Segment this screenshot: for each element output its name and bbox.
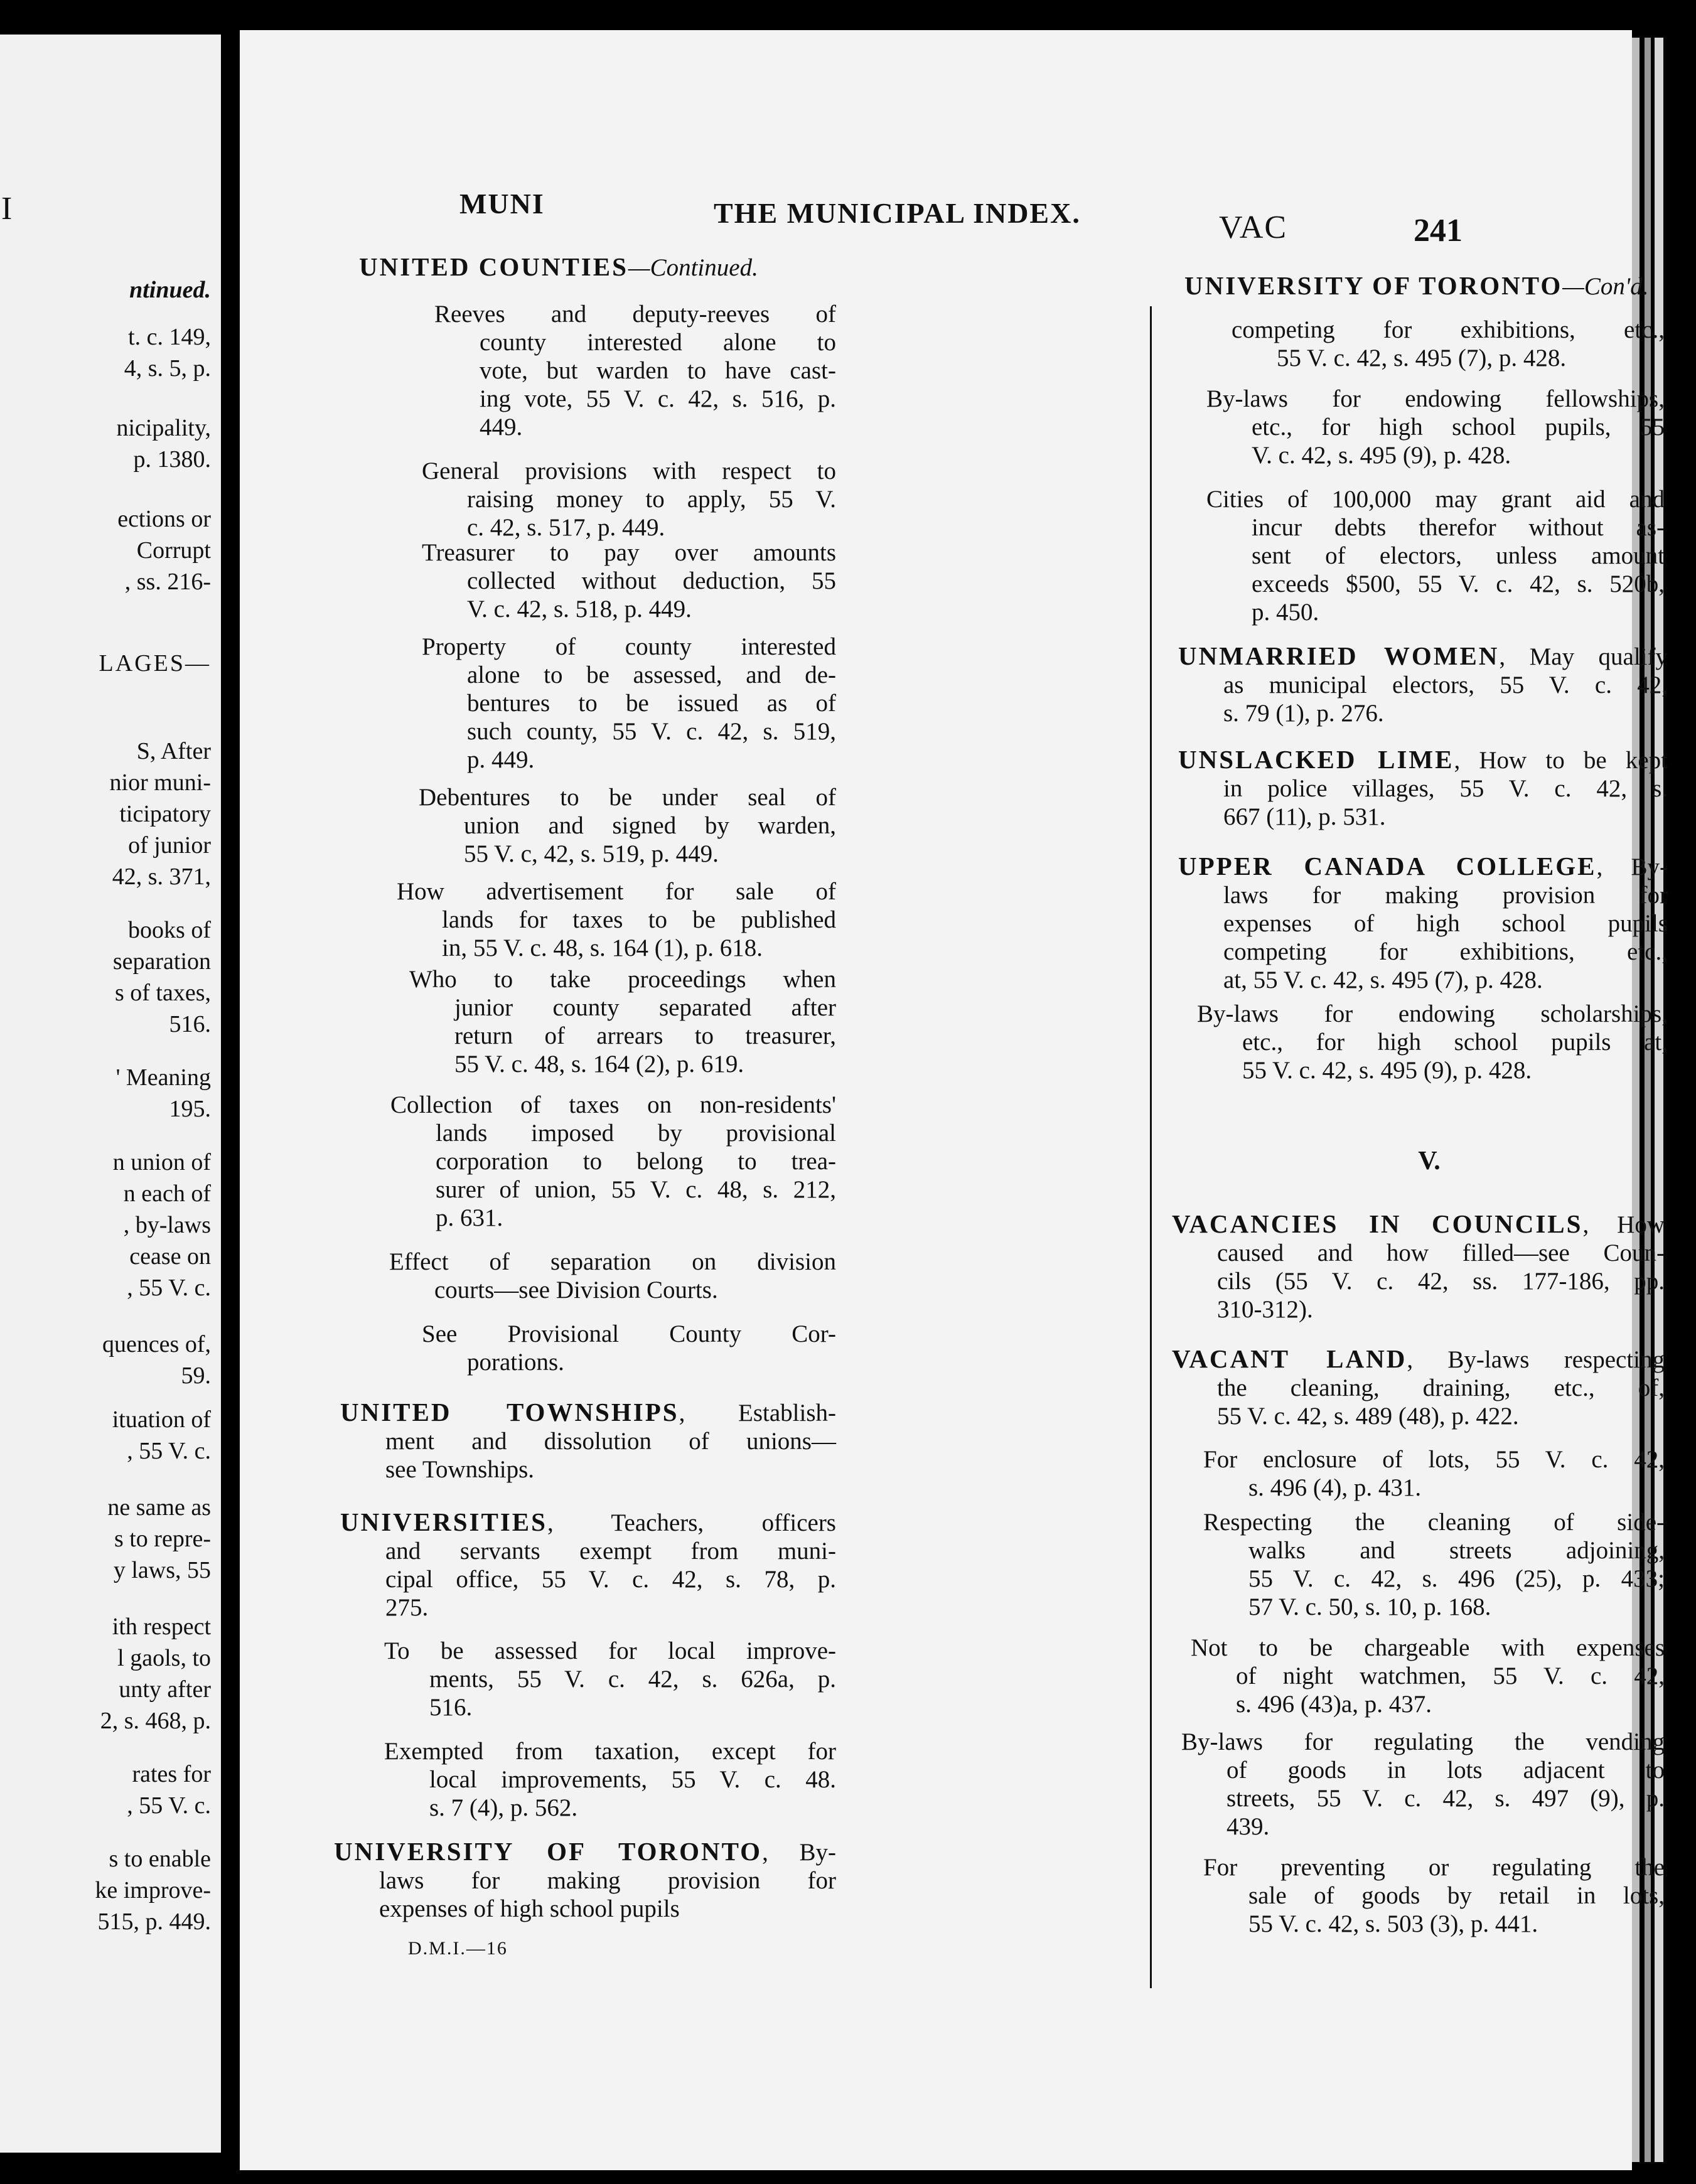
- index-line: [334, 1838, 836, 1866]
- entry-text: , By-laws respecting: [1407, 1346, 1665, 1373]
- facing-page-line: Corrupt: [136, 537, 211, 564]
- facing-page-line: ntinued.: [129, 277, 211, 303]
- entry-term: UNIVERSITIES: [340, 1507, 547, 1536]
- entry-text: s. 79 (1), p. 276.: [1223, 700, 1384, 727]
- facing-page-line: books of: [128, 917, 211, 943]
- entry-text: , By-: [1596, 854, 1668, 881]
- entry-text: ment and dissolution of unions—: [385, 1428, 836, 1455]
- index-line: [422, 457, 836, 485]
- index-line: [1206, 598, 1665, 626]
- facing-page-line: 516.: [169, 1011, 211, 1037]
- facing-page-line: ' Meaning: [115, 1064, 211, 1091]
- facing-page-line: ith respect: [112, 1614, 211, 1640]
- index-heading-entry: [340, 1398, 836, 1484]
- entry-text: cipal office, 55 V. c. 42, s. 78, p.: [385, 1566, 836, 1593]
- facing-page-line: unty after: [119, 1676, 211, 1703]
- facing-page-line: t. c. 149,: [128, 324, 211, 350]
- entry-text: 55 V. c. 42, s. 489 (48), p. 422.: [1217, 1403, 1519, 1430]
- index-line: [1178, 852, 1668, 881]
- entry-text: Debentures to be under seal of: [419, 784, 836, 811]
- entry-text: such county, 55 V. c. 42, s. 519,: [467, 718, 836, 745]
- index-line: [340, 1537, 836, 1565]
- entry-term: UNSLACKED LIME: [1178, 745, 1454, 774]
- entry-text: competing for exhibitions, etc.,: [1232, 316, 1665, 343]
- index-heading-entry: [1178, 642, 1668, 727]
- facing-page-line: 59.: [181, 1362, 211, 1389]
- running-head-right: VAC: [1219, 210, 1288, 245]
- index-line: [384, 1637, 836, 1665]
- facing-page-line: , 55 V. c.: [127, 1792, 211, 1819]
- entry-text: streets, 55 V. c. 42, s. 497 (9), p.: [1226, 1785, 1665, 1812]
- facing-page-line: , ss. 216-: [124, 569, 211, 595]
- index-subentry: [419, 783, 836, 868]
- entry-text: in police villages, 55 V. c. 42, s.: [1223, 775, 1668, 802]
- signature-mark: D.M.I.—16: [408, 1938, 508, 1959]
- entry-text: s. 7 (4), p. 562.: [429, 1794, 578, 1821]
- entry-text: 516.: [429, 1694, 473, 1721]
- index-line: [1203, 1565, 1665, 1593]
- index-line: [1178, 671, 1668, 699]
- index-line: [1191, 1634, 1665, 1662]
- entry-text: 55 V. c. 48, s. 164 (2), p. 619.: [454, 1051, 744, 1078]
- entry-text: , Teachers, officers: [547, 1509, 836, 1536]
- entry-text: 439.: [1226, 1813, 1270, 1840]
- index-subentry: [1206, 385, 1665, 469]
- index-line: [409, 1050, 836, 1078]
- entry-text: How advertisement for sale of: [397, 878, 836, 905]
- index-line: [1197, 1028, 1668, 1056]
- entry-text: exceeds $500, 55 V. c. 42, s. 520b,: [1252, 570, 1665, 597]
- entry-text: in, 55 V. c. 48, s. 164 (1), p. 618.: [442, 934, 763, 961]
- entry-text: To be assessed for local improve-: [384, 1637, 836, 1664]
- index-line: [422, 717, 836, 746]
- entry-text: 55 V. c. 42, s. 495 (9), p. 428.: [1242, 1057, 1532, 1084]
- facing-page-line: S, After: [136, 738, 211, 764]
- entry-text: , May qualify: [1499, 643, 1668, 670]
- entry-text: vote, but warden to have cast-: [480, 357, 836, 384]
- index-line: [1206, 513, 1665, 542]
- entry-text: V. c. 42, s. 495 (9), p. 428.: [1252, 442, 1511, 469]
- entry-text: For enclosure of lots, 55 V. c. 42,: [1203, 1446, 1665, 1473]
- index-line: [390, 1175, 836, 1204]
- entry-text: collected without deduction, 55: [467, 567, 836, 594]
- entry-term: UNIVERSITY OF TORONTO: [334, 1837, 763, 1866]
- index-line: [1172, 1267, 1665, 1295]
- entry-text: corporation to belong to trea-: [436, 1148, 836, 1175]
- index-line: [1172, 1345, 1665, 1374]
- entry-text: see Townships.: [385, 1456, 535, 1483]
- entry-text: 667 (11), p. 531.: [1223, 803, 1386, 830]
- entry-term: UPPER CANADA COLLEGE: [1178, 852, 1597, 881]
- index-line: [422, 1348, 836, 1376]
- index-page: [240, 30, 1668, 2170]
- index-subentry: [422, 457, 836, 542]
- entry-text: 55 V. c. 42, s. 495 (7), p. 428.: [1277, 345, 1567, 372]
- entry-text: p. 450.: [1252, 599, 1319, 626]
- entry-text: General provisions with respect to: [422, 458, 836, 484]
- index-line: [384, 1665, 836, 1693]
- entry-text: —Con'd.: [1562, 273, 1649, 300]
- index-line: [1181, 1812, 1665, 1841]
- page-number: 241: [1414, 213, 1463, 249]
- index-line: [389, 1248, 836, 1276]
- facing-page-line: I: [1, 191, 13, 227]
- index-line: [434, 300, 836, 328]
- entry-text: junior county separated after: [454, 994, 836, 1021]
- index-heading-entry: [1178, 852, 1668, 994]
- facing-page-line: p. 1380.: [133, 446, 211, 473]
- entry-text: caused and how filled—see Coun-: [1217, 1239, 1665, 1266]
- facing-page-line: s to repre-: [114, 1526, 211, 1552]
- index-line: [419, 811, 836, 840]
- entry-term: UNMARRIED WOMEN: [1178, 641, 1500, 670]
- index-line: [422, 595, 836, 623]
- index-line: [422, 689, 836, 717]
- facing-page-line: s to enable: [109, 1846, 211, 1872]
- entry-text: expenses of high school pupils: [379, 1895, 680, 1922]
- index-line: [1203, 1910, 1665, 1938]
- entry-text: sale of goods by retail in lots,: [1248, 1882, 1665, 1909]
- index-line: [390, 1147, 836, 1175]
- facing-page-line: rates for: [132, 1761, 211, 1787]
- entry-text: 310-312).: [1217, 1296, 1313, 1323]
- index-line: [389, 1276, 836, 1304]
- index-line: [409, 965, 836, 993]
- entry-text: By-laws for endowing scholarships,: [1197, 1000, 1668, 1027]
- entry-text: p. 631.: [436, 1204, 503, 1231]
- index-line: [1172, 1239, 1665, 1267]
- column-rule: [1150, 306, 1152, 1988]
- running-head-left: MUNI: [459, 188, 545, 220]
- index-line: [422, 485, 836, 513]
- entry-text: sent of electors, unless amount: [1252, 542, 1665, 569]
- index-subentry: [434, 300, 836, 441]
- index-line: [422, 567, 836, 595]
- facing-page-line: nior muni-: [109, 769, 211, 796]
- entry-text: , Establish-: [679, 1400, 837, 1427]
- entry-text: etc., for high school pupils, 55: [1252, 414, 1665, 441]
- entry-term: VACANT LAND: [1172, 1344, 1407, 1373]
- facing-page-line: s of taxes,: [114, 980, 211, 1006]
- index-line: [1172, 1295, 1665, 1324]
- index-subentry: [1203, 1853, 1665, 1938]
- index-line: [340, 1593, 836, 1622]
- index-line: [340, 1455, 836, 1484]
- index-line: [1203, 1853, 1665, 1882]
- index-line: [340, 1398, 836, 1427]
- index-line: [1178, 746, 1668, 774]
- entry-text: surer of union, 55 V. c. 48, s. 212,: [436, 1176, 836, 1203]
- index-line: [422, 633, 836, 661]
- facing-page-line: LAGES—: [99, 650, 211, 677]
- index-line: [1178, 909, 1668, 938]
- entry-text: , By-: [762, 1839, 836, 1866]
- facing-page-line: 2, s. 468, p.: [100, 1708, 211, 1734]
- entry-text: 449.: [480, 414, 523, 441]
- index-subentry: [384, 1637, 836, 1721]
- index-line: [1206, 441, 1665, 469]
- index-subentry: [397, 877, 836, 962]
- facing-page-line: 4, s. 5, p.: [124, 355, 211, 382]
- index-line: [422, 538, 836, 567]
- entry-term: UNIVERSITY OF TORONTO: [1184, 271, 1563, 300]
- entry-text: 55 V. c. 42, s. 496 (25), p. 433;: [1248, 1565, 1665, 1592]
- facing-page-line: ections or: [117, 506, 211, 532]
- index-line: [1197, 1056, 1668, 1084]
- index-line: [409, 1022, 836, 1050]
- entry-text: Exempted from taxation, except for: [384, 1738, 836, 1765]
- index-subentry: [384, 1737, 836, 1822]
- index-line: [434, 413, 836, 441]
- index-line: [1172, 1402, 1665, 1430]
- facing-page-line: l gaols, to: [117, 1645, 211, 1671]
- entry-text: p. 449.: [467, 746, 535, 773]
- index-line: [397, 906, 836, 934]
- entry-text: laws for making provision for: [379, 1867, 836, 1894]
- index-heading-entry: [1184, 272, 1661, 301]
- facing-page-line: ituation of: [112, 1406, 211, 1433]
- entry-text: Property of county interested: [422, 633, 836, 660]
- facing-page-line: quences of,: [102, 1331, 211, 1357]
- entry-text: s. 496 (43)a, p. 437.: [1236, 1691, 1432, 1718]
- running-head-title: THE MUNICIPAL INDEX.: [714, 197, 1081, 229]
- index-line: [384, 1693, 836, 1721]
- entry-text: incur debts therefor without as-: [1252, 514, 1665, 541]
- index-line: [1197, 1000, 1668, 1028]
- index-line: [419, 783, 836, 811]
- index-line: [1203, 1474, 1665, 1502]
- index-line: [1203, 1882, 1665, 1910]
- entry-text: competing for exhibitions, etc.,: [1223, 938, 1668, 965]
- index-subentry: [1206, 485, 1665, 626]
- entry-text: For preventing or regulating the: [1203, 1854, 1665, 1881]
- entry-text: ing vote, 55 V. c. 42, s. 516, p.: [480, 385, 836, 412]
- index-line: [1181, 1756, 1665, 1784]
- index-line: [1172, 1374, 1665, 1402]
- entry-text: , How: [1582, 1211, 1665, 1238]
- entry-text: Cities of 100,000 may grant aid and: [1206, 486, 1665, 513]
- entry-term: VACANCIES IN COUNCILS: [1172, 1209, 1583, 1238]
- entry-text: 55 V. c, 42, s. 519, p. 449.: [464, 840, 719, 867]
- index-line: [384, 1794, 836, 1822]
- index-subentry: [409, 965, 836, 1078]
- index-line: [1178, 774, 1668, 803]
- index-subentry: [422, 1320, 836, 1376]
- entry-text: and servants exempt from muni-: [385, 1538, 836, 1565]
- entry-text: alone to be assessed, and de-: [467, 661, 836, 688]
- index-line: [397, 877, 836, 906]
- index-line: [409, 993, 836, 1022]
- entry-text: Effect of separation on division: [389, 1248, 836, 1275]
- entry-text: By-laws for regulating the vending: [1181, 1728, 1665, 1755]
- facing-page-line: ticipatory: [119, 801, 211, 827]
- entry-text: as municipal electors, 55 V. c. 42,: [1223, 672, 1668, 699]
- entry-text: 57 V. c. 50, s. 10, p. 168.: [1248, 1593, 1491, 1620]
- entry-term: UNITED TOWNSHIPS: [340, 1398, 679, 1427]
- index-heading-entry: [1172, 1345, 1665, 1430]
- facing-page-line: cease on: [129, 1243, 211, 1270]
- entry-text: of night watchmen, 55 V. c. 42,: [1236, 1662, 1665, 1689]
- index-line: [1181, 1784, 1665, 1812]
- index-line: [1203, 1536, 1665, 1565]
- facing-page-line: y laws, 55: [113, 1557, 211, 1583]
- index-heading-entry: [1172, 1210, 1665, 1324]
- entry-text: Respecting the cleaning of side-: [1203, 1509, 1665, 1536]
- index-line: [1203, 1445, 1665, 1474]
- facing-page-line: 515, p. 449.: [97, 1908, 211, 1935]
- index-line: [1206, 485, 1665, 513]
- index-line: [434, 328, 836, 356]
- entry-text: raising money to apply, 55 V.: [467, 486, 836, 513]
- entry-text: bentures to be issued as of: [467, 690, 836, 717]
- entry-text: of goods in lots adjacent to: [1226, 1757, 1665, 1784]
- facing-page-line: , by-laws: [123, 1212, 211, 1238]
- entry-text: Collection of taxes on non-residents': [390, 1091, 836, 1118]
- entry-text: 275.: [385, 1594, 429, 1621]
- entry-text: By-laws for endowing fellowships,: [1206, 385, 1665, 412]
- facing-page-line: , 55 V. c.: [127, 1438, 211, 1464]
- facing-page-line: ne same as: [107, 1494, 211, 1521]
- index-line: [1232, 316, 1665, 344]
- index-line: [1178, 938, 1668, 966]
- index-subentry: [1232, 316, 1665, 372]
- entry-text: courts—see Division Courts.: [434, 1277, 718, 1303]
- index-line: [419, 840, 836, 868]
- index-line: [340, 1508, 836, 1537]
- index-line: [1206, 542, 1665, 570]
- facing-page-line: n union of: [112, 1149, 211, 1175]
- index-line: [1178, 803, 1668, 831]
- index-subentry: [422, 633, 836, 774]
- entry-text: , How to be kept: [1454, 747, 1668, 774]
- facing-page-line: ke improve-: [95, 1877, 211, 1903]
- entry-text: expenses of high school pupils: [1223, 910, 1668, 937]
- entry-term: UNITED COUNTIES: [359, 252, 628, 281]
- index-line: [1178, 699, 1668, 727]
- index-line: [1206, 385, 1665, 413]
- index-subentry: [1181, 1728, 1665, 1841]
- facing-page: [0, 35, 221, 2153]
- index-line: [422, 1320, 836, 1348]
- index-line: [434, 356, 836, 385]
- entry-text: Treasurer to pay over amounts: [422, 539, 836, 566]
- index-line: [390, 1204, 836, 1232]
- entry-text: c. 42, s. 517, p. 449.: [467, 514, 665, 541]
- index-line: [1232, 344, 1665, 372]
- entry-text: local improvements, 55 V. c. 48.: [429, 1766, 836, 1793]
- index-line: [1191, 1662, 1665, 1690]
- index-line: [422, 746, 836, 774]
- index-line: [422, 661, 836, 689]
- entry-text: cils (55 V. c. 42, ss. 177-186, pp.: [1217, 1268, 1665, 1295]
- index-line: [340, 1565, 836, 1593]
- index-line: [1206, 413, 1665, 441]
- index-subentry: [1197, 1000, 1668, 1084]
- index-line: [434, 385, 836, 413]
- index-line: [384, 1737, 836, 1765]
- facing-page-line: 195.: [169, 1096, 211, 1122]
- index-line: [390, 1091, 836, 1119]
- index-subentry: [1203, 1445, 1665, 1502]
- facing-page-line: n each of: [123, 1180, 211, 1207]
- entry-text: the cleaning, draining, etc., of,: [1217, 1374, 1665, 1401]
- entry-text: laws for making provision for: [1223, 882, 1668, 909]
- entry-text: lands imposed by provisional: [436, 1120, 836, 1147]
- facing-page-line: , 55 V. c.: [127, 1275, 211, 1301]
- entry-text: See Provisional County Cor-: [422, 1320, 836, 1347]
- entry-text: Not to be chargeable with expenses: [1191, 1634, 1665, 1661]
- index-line: [334, 1895, 836, 1923]
- index-line: [334, 1866, 836, 1895]
- index-subentry: [390, 1091, 836, 1232]
- index-heading-entry: [359, 253, 836, 282]
- index-line: [1178, 642, 1668, 671]
- index-line: [1206, 570, 1665, 598]
- facing-page-line: nicipality,: [116, 415, 211, 441]
- entry-text: V. c. 42, s. 518, p. 449.: [467, 596, 692, 623]
- entry-text: county interested alone to: [480, 329, 836, 356]
- entry-text: porations.: [467, 1349, 564, 1376]
- index-line: [1203, 1508, 1665, 1536]
- entry-text: Who to take proceedings when: [409, 966, 836, 993]
- facing-page-line: 42, s. 371,: [112, 864, 211, 890]
- index-line: [1172, 1210, 1665, 1239]
- index-subentry: [1191, 1634, 1665, 1718]
- index-line: [1184, 272, 1661, 301]
- index-line: [1162, 1147, 1696, 1175]
- entry-text: lands for taxes to be published: [442, 906, 836, 933]
- index-line: [1181, 1728, 1665, 1756]
- index-line: [1191, 1690, 1665, 1718]
- index-heading-entry: [340, 1508, 836, 1622]
- facing-page-line: separation: [112, 948, 211, 975]
- index-line: [359, 253, 836, 282]
- index-heading-entry: [334, 1838, 836, 1923]
- entry-text: —Continued.: [628, 254, 758, 281]
- index-line: [340, 1427, 836, 1455]
- entry-text: at, 55 V. c. 42, s. 495 (7), p. 428.: [1223, 966, 1543, 993]
- index-line: [422, 513, 836, 542]
- facing-page-line: of junior: [128, 832, 211, 859]
- index-subentry: [422, 538, 836, 623]
- index-subentry: [1203, 1508, 1665, 1621]
- index-line: [397, 934, 836, 962]
- entry-text: return of arrears to treasurer,: [454, 1022, 836, 1049]
- index-line: [384, 1765, 836, 1794]
- entry-text: union and signed by warden,: [464, 812, 836, 839]
- index-line: [390, 1119, 836, 1147]
- entry-text: s. 496 (4), p. 431.: [1248, 1474, 1422, 1501]
- entry-text: ments, 55 V. c. 42, s. 626a, p.: [429, 1666, 836, 1693]
- index-line: [1203, 1593, 1665, 1621]
- index-heading-entry: [1178, 746, 1668, 831]
- index-line: [1178, 881, 1668, 909]
- index-line: [1178, 966, 1668, 994]
- entry-text: walks and streets adjoining,: [1248, 1537, 1665, 1564]
- entry-text: Reeves and deputy-reeves of: [434, 301, 836, 328]
- entry-text: V.: [1418, 1147, 1441, 1175]
- index-subentry: [389, 1248, 836, 1304]
- entry-text: 55 V. c. 42, s. 503 (3), p. 441.: [1248, 1910, 1538, 1937]
- index-subentry: [1162, 1147, 1696, 1175]
- entry-text: etc., for high school pupils at,: [1242, 1029, 1668, 1056]
